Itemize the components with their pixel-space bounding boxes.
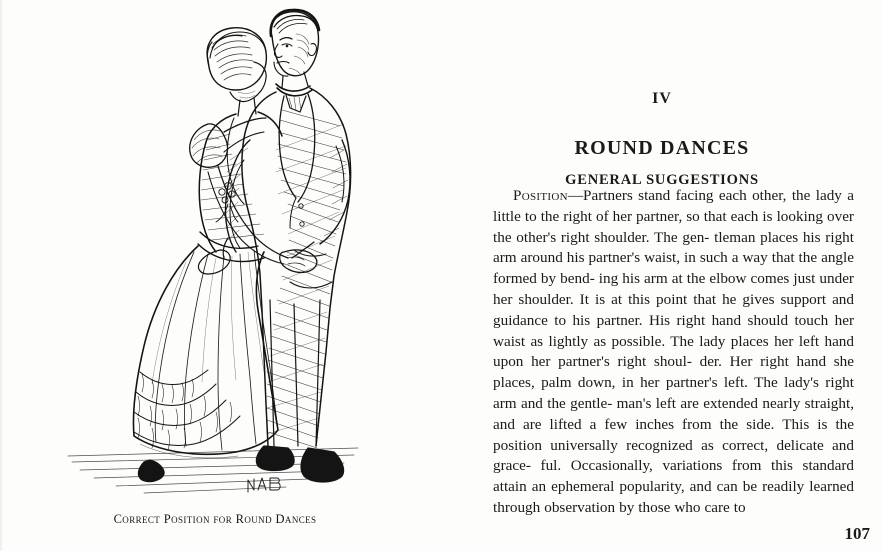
- chapter-number: IV: [652, 90, 672, 107]
- page-number: 107: [844, 524, 870, 543]
- lead-term: Position: [513, 187, 568, 204]
- illustration-frame: [58, 0, 378, 500]
- illustration-plate: [0, 0, 430, 551]
- body-text: —Partners stand facing each other, the lady a little to the right of her partner, so that each is looking over the other's right shoulder. The gen- tleman places his right arm around his partner's waist, in such a way that the angle formed by bend- ing his arm at the elbow comes just under her shoulder. It is at this point that he gives support and guidance to his partner. His right hand should touch her waist as lightly as possible. The lady places her left hand upon her partner's right shoul- der. Her right hand she places, palm down, in her partner's left. The lady's right arm and the gentle- man's left are extended nearly straight, and are lifted a few inches from the side. This is the position universally recognized as correct, delicate and grace- ful. Occasionally, variations from this standard attain an ephemeral popularity, and can be readily learned through observation by those who care to: [493, 187, 854, 516]
- illustration-caption: Correct Position for Round Dances: [113, 512, 317, 526]
- body-paragraph: [493, 186, 854, 519]
- text-column: [472, 0, 882, 551]
- chapter-title: ROUND DANCES: [574, 137, 750, 160]
- section-heading: GENERAL SUGGESTIONS: [565, 172, 759, 189]
- couple-in-dance-position-engraving: [58, 0, 378, 500]
